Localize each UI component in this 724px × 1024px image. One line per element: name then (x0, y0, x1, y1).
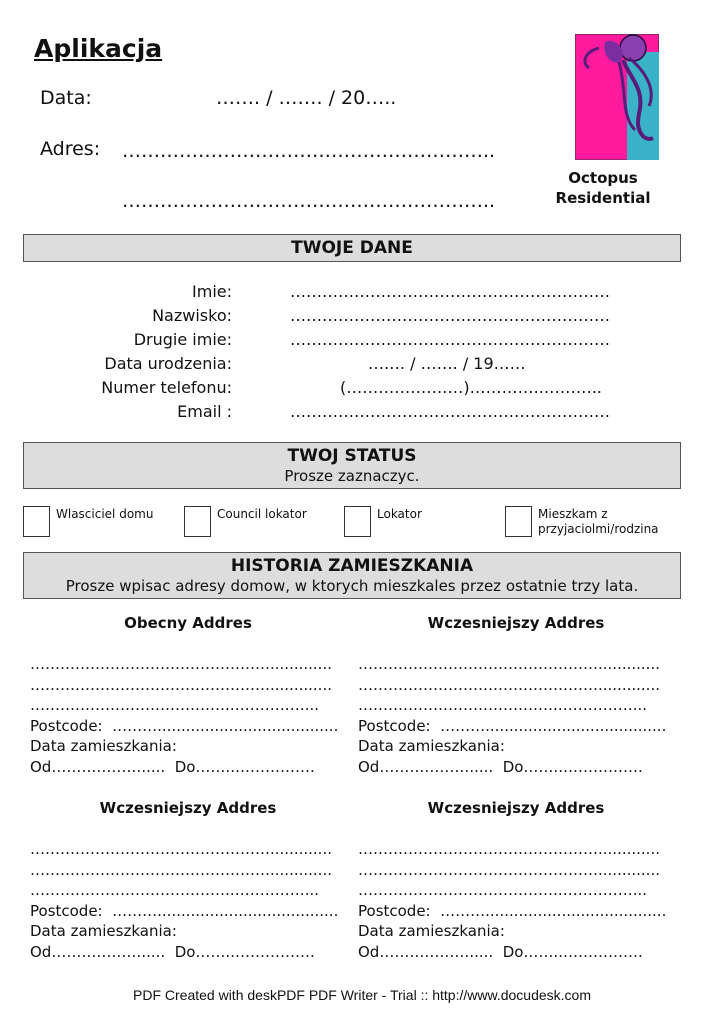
footer-text: PDF Created with deskPDF PDF Writer - Trial :: http://www.docudesk.com (133, 987, 591, 1003)
field-label: Nazwisko: (152, 306, 232, 325)
status-checkbox[interactable] (344, 506, 371, 537)
historia-subtitle: Prosze wpisac adresy domow, w ktorych mieszkales przez ostatnie trzy lata. (65, 577, 639, 595)
status-option-label: Wlasciciel domu (56, 507, 154, 521)
history-block-lines[interactable]: …………………………………………............. …………………………………………............. ………………………………….……………... Postcode: ………...................................... Data zamieszkania: Od………………..... Do……..……………. (30, 840, 339, 961)
field-input[interactable]: …………………………………………………… (290, 306, 610, 325)
page-title: Aplikacja (34, 34, 163, 63)
status-option-label: Mieszkam z przyjaciolmi/rodzina (538, 507, 659, 536)
status-checkbox[interactable] (505, 506, 532, 537)
history-block-lines[interactable]: …………………………………………............. …………………………………………............. ………………………………….……………... Postcode: ………...................................... Data zamieszkania: Od………………..... Do……..……………. (358, 655, 667, 776)
field-input[interactable]: …………………………………………………… (290, 402, 610, 421)
company-line-1: Octopus (568, 169, 638, 187)
history-block-title: Obecny Addres (124, 614, 252, 632)
historia-title: HISTORIA ZAMIESZKANIA (230, 556, 474, 576)
history-block-title: Wczesniejszy Addres (99, 799, 277, 817)
history-block-lines[interactable]: …………………………………………............. …………………………………………............. ………………………………….……………... Postcode: ………...................................... Data zamieszkania: Od………………..... Do……..……………. (358, 840, 667, 961)
status-title: TWOJ STATUS (287, 446, 417, 466)
field-label: Imie: (192, 282, 232, 301)
history-block-lines[interactable]: …………………………………………............. …………………………………………............. ………………………………….……………... Postcode: ………...................................... Data zamieszkania: Od………………..... Do……..……………. (30, 655, 339, 776)
company-name (548, 168, 658, 208)
company-line-2: Residential (555, 189, 651, 207)
section-status (23, 442, 681, 489)
status-checkbox[interactable] (23, 506, 50, 537)
status-subtitle: Prosze zaznaczyc. (284, 467, 420, 485)
field-input[interactable]: …………………………………………………… (290, 330, 610, 349)
field-input[interactable]: (……………….…)…………..……….. (340, 378, 602, 397)
address-line-2[interactable]: ………………………………………………….. (122, 190, 496, 212)
field-input[interactable]: …………………………………………………… (290, 282, 610, 301)
date-value[interactable]: ……. / ……. / 20….. (216, 87, 397, 109)
section-historia (23, 552, 681, 599)
field-label: Numer telefonu: (101, 378, 232, 397)
status-option-label: Council lokator (217, 507, 307, 521)
field-input[interactable]: ….… / ……. / 19…… (368, 354, 526, 373)
field-label: Email : (177, 402, 232, 421)
address-label: Adres: (40, 138, 101, 160)
history-block-title: Wczesniejszy Addres (427, 614, 605, 632)
date-label: Data: (40, 87, 92, 109)
field-label: Drugie imie: (133, 330, 232, 349)
status-checkbox[interactable] (184, 506, 211, 537)
field-label: Data urodzenia: (104, 354, 232, 373)
status-option-label: Lokator (377, 507, 422, 521)
octopus-logo (575, 34, 659, 160)
address-line-1[interactable]: ………………………………………………….. (122, 140, 496, 162)
section-title: TWOJE DANE (291, 238, 413, 258)
history-block-title: Wczesniejszy Addres (427, 799, 605, 817)
section-twoje-dane (23, 234, 681, 262)
